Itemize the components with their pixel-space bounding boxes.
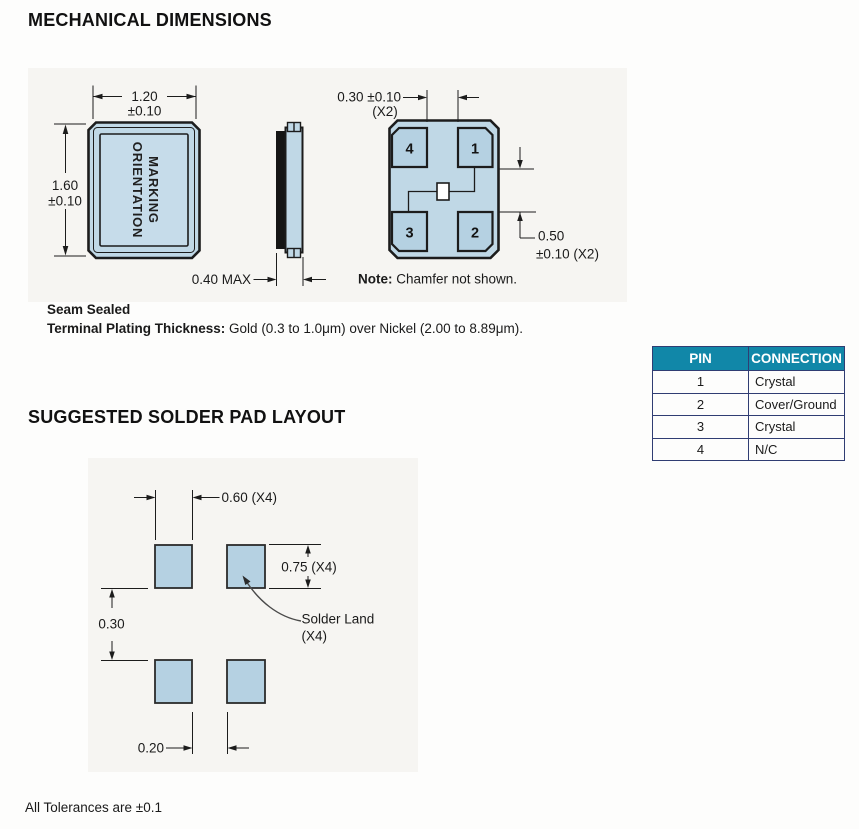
pin-cell: 2 [653, 393, 749, 416]
table-row [653, 438, 845, 461]
pin-column-header: PIN [653, 347, 749, 371]
marking-orientation-label [130, 142, 161, 238]
side-view-body [286, 128, 303, 253]
connection-cell: Crystal [749, 416, 845, 439]
thickness-dim-value: 0.40 MAX [191, 272, 251, 287]
table-row [653, 416, 845, 439]
plating-value: Gold (0.3 to 1.0μm) over Nickel (2.00 to 8.89μm). [225, 321, 523, 336]
pin-3-label: 3 [405, 225, 414, 242]
pin-cell: 3 [653, 416, 749, 439]
height-dim-value: 1.60 [51, 178, 79, 193]
pin-cell: 1 [653, 371, 749, 394]
table-row [653, 371, 845, 394]
side-view-cover [276, 131, 285, 249]
pin-4-label: 4 [405, 141, 414, 158]
note-text: Chamfer not shown. [392, 271, 518, 287]
width-dim-tolerance: ±0.10 [127, 103, 162, 119]
mechanical-drawing [0, 60, 650, 310]
pin-1-label: 1 [470, 141, 480, 158]
solder-pad-bottom-left [155, 660, 192, 703]
pad-width-dim-value: 0.60 (X4) [221, 490, 278, 505]
solder-land-label-line2: (X4) [301, 628, 328, 644]
pad-height-dim-tolerance: ±0.10 (X2) [536, 246, 599, 262]
note-label: Note: [358, 271, 393, 287]
pad-height-dim-value: 0.50 [538, 228, 565, 244]
sealing-notes [47, 300, 523, 338]
section-title-solder-pad-layout: SUGGESTED SOLDER PAD LAYOUT [28, 407, 346, 427]
solder-pad-top-left [155, 545, 192, 588]
width-dim-value: 1.20 [131, 89, 158, 104]
table-row [653, 393, 845, 416]
section-title-mechanical-dimensions: MECHANICAL DIMENSIONS [28, 10, 272, 30]
pad-gap-dim-value: 0.30 ±0.10 [337, 89, 401, 105]
connection-cell: N/C [749, 438, 845, 461]
pin-connection-table [652, 346, 845, 461]
pad-height-dim-value: 0.75 (X4) [281, 559, 337, 575]
solder-land-label-line1: Solder Land [301, 611, 375, 627]
connection-column-header: CONNECTION [749, 347, 845, 371]
solder-pad-bottom-right [227, 660, 265, 703]
row-gap-dim-value: 0.30 [98, 616, 125, 632]
col-gap-dim-value: 0.20 [137, 740, 164, 756]
plating-label: Terminal Plating Thickness: [47, 321, 226, 336]
table-header-row [653, 347, 845, 371]
solder-pad-layout-drawing [0, 450, 460, 780]
connection-cell: Crystal [749, 371, 845, 394]
pin-2-label: 2 [470, 225, 480, 242]
connection-cell: Cover/Ground [749, 393, 845, 416]
tolerance-note: All Tolerances are ±0.1 [25, 800, 162, 815]
pin-cell: 4 [653, 438, 749, 461]
marking-label-line1: MARKING [146, 156, 161, 224]
chamfer-note [358, 272, 517, 287]
seam-sealed-label: Seam Sealed [47, 302, 131, 317]
height-dim-tolerance: ±0.10 [48, 193, 82, 209]
marking-label-line2: ORIENTATION [130, 141, 145, 239]
pad-gap-dim-qty: (X2) [372, 104, 398, 119]
